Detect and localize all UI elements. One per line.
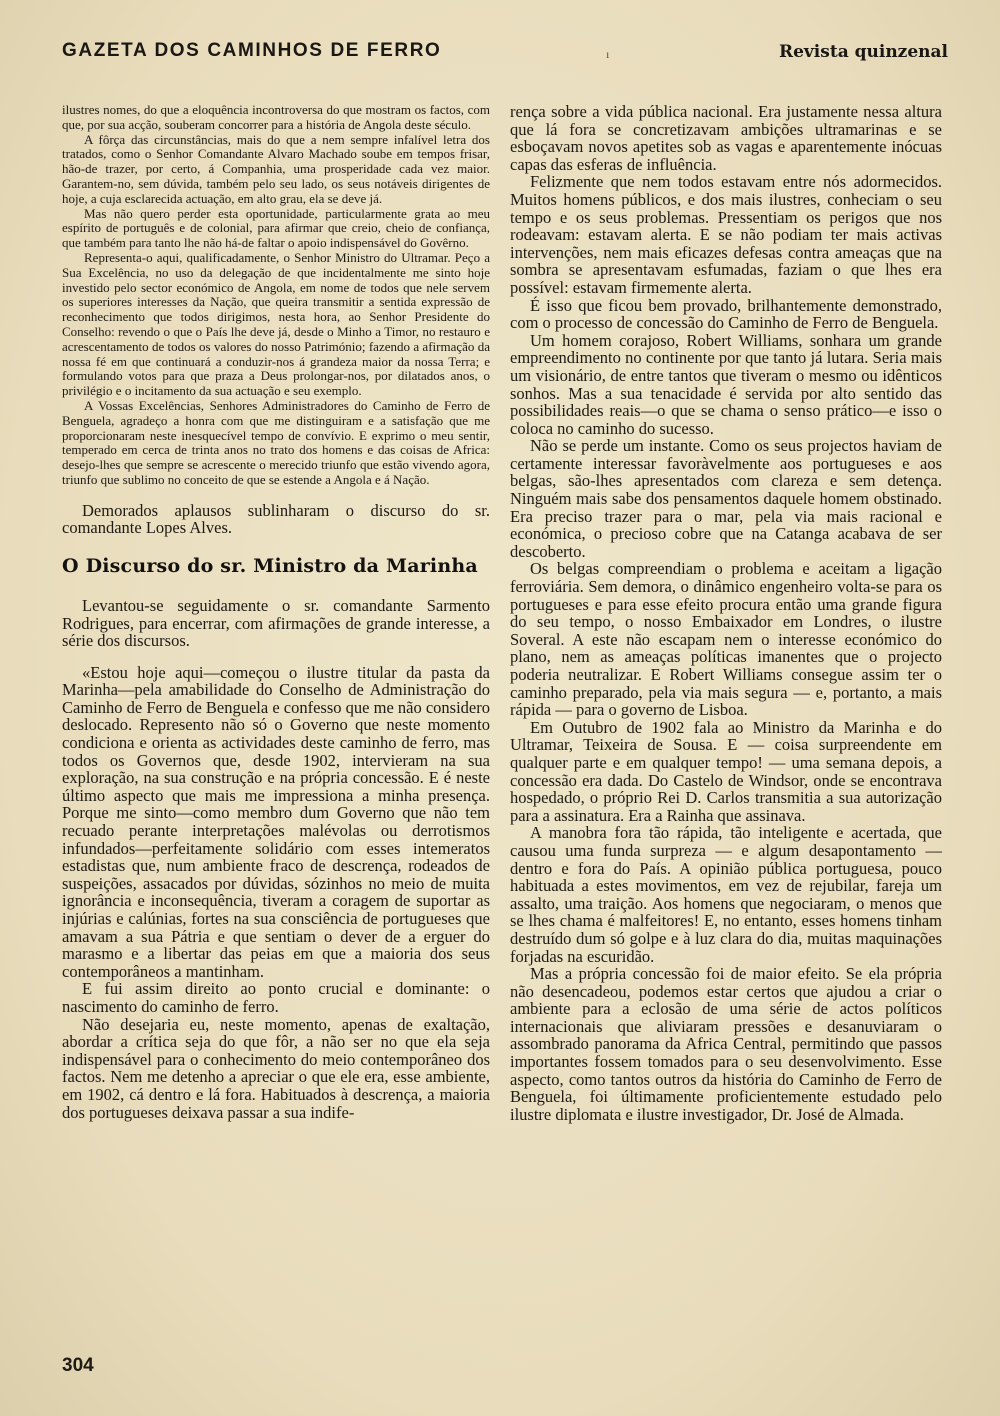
running-head-title: GAZETA DOS CAMINHOS DE FERRO bbox=[62, 40, 442, 61]
running-head-subtitle: Revista quinzenal bbox=[778, 42, 948, 62]
paragraph: ilustres nomes, do que a eloquência incontroversa do que mostram os factos, com que, por sua acção, souberam concorrer para a história de Angola deste século. bbox=[62, 102, 490, 132]
paragraph: Felizmente que nem todos estavam entre nós adormecidos. Muitos homens públicos, e dos mais ilustres, conheciam o seu tempo e os seus problemas. Pressentiam os perigos que nos rodeavam: estavam alerta. E se não podiam ter mais activas intervenções, nem mais eficazes defesas contra ameaças que na sombra se apresentavam esfumadas, faziam o que lhes era possível: estavam firmemente alerta. bbox=[510, 172, 942, 297]
gutter-mark: ı bbox=[606, 47, 610, 61]
paragraph: Demorados aplausos sublinharam o discurso do sr. comandante Lopes Alves. bbox=[62, 500, 490, 538]
paragraph: Em Outubro de 1902 fala ao Ministro da Marinha e do Ultramar, Teixeira de Sousa. E — coisa surpreendente em qualquer parte e em qualquer tempo! — uma semana depois, a concessão era dada. Do Castelo de Windsor, onde se encontrava hospedado, o próprio Rei D. Carlos transmitia a sua autorização para a assinatura. Era a Rainha que assinava. bbox=[510, 717, 942, 825]
paragraph: É isso que ficou bem provado, brilhantemente demonstrado, com o processo de concessão do Caminho de Ferro de Benguela. bbox=[510, 295, 942, 333]
paragraph: Não desejaria eu, neste momento, apenas de exaltação, abordar a crítica seja do que fôr, a não ser no que ela seja indispensável para o conhecimento do meio contemporâneo dos factos. Nem me detenho a apreciar o que ele era, esse ambiente, em 1902, cá dentro e lá fora. Habituados à descrença, a maioria dos portugueses deixava passar a sua indife- bbox=[62, 1014, 490, 1122]
paragraph: A Vossas Excelências, Senhores Administradores do Caminho de Ferro de Benguela, agradeço a honra com que me distinguiram e a satisfação que me proporcionaram neste inesquecível tempo de convívio. E exprimo o meu sentir, temperado em cerca de trinta anos no trato dos homens e das coisas de Africa: desejo-lhes que sempre se acrescente o merecido triunfo que estão vivendo agora, triunfo que sublimo no conceito de que se estende a Angola e á Nação. bbox=[62, 397, 490, 487]
page-number: 304 bbox=[62, 1355, 94, 1376]
paragraph: Levantou-se seguidamente o sr. comandante Sarmento Rodrigues, para encerrar, com afirmações de grande interesse, a série dos discursos. bbox=[62, 595, 490, 651]
paragraph: Um homem corajoso, Robert Williams, sonhara um grande empreendimento no continente por que tanto já lutara. Seria mais um visionário, de entre tantos que tiveram o mesmo ou idênticos sonhos. Mas a sua tenacidade é servida por alto sentido das possibilidades reais—o que se chama o senso prático—e isso o coloca no caminho do sucesso. bbox=[510, 330, 942, 438]
minister-speech-right bbox=[510, 103, 942, 1123]
paragraph: A fôrça das circunstâncias, mais do que a nem sempre infalível letra dos tratados, como o Senhor Comandante Alvaro Machado soube em tempos frisar, hão-de trazer, por certo, á Companhia, uma prosperidade cada vez maior. Garantem-no, sem dúvida, também pelo seu lado, os seus notáveis dirigentes de hoje, a cuja esclarecida actuação, em alto grau, ela se deve já. bbox=[62, 131, 490, 206]
section-heading: O Discurso do sr. Ministro da Marinha bbox=[62, 554, 478, 577]
paragraph: Mas não quero perder esta oportunidade, particularmente grata ao meu espírito de português e de colonial, para afirmar que creio, cheio de confiança, que também para tanto lhe não há-de faltar o apoio indispensável do Govêrno. bbox=[62, 205, 490, 251]
minister-speech-left bbox=[62, 597, 490, 1121]
paragraph: Representa-o aqui, qualificadamente, o Senhor Ministro do Ultramar. Peço a Sua Excelência, no uso da delegação de que incidentalmente me sinto hoje investido pelo sector económico de Angola, em nome de todos que nele servem os superiores interesses da Nação, que queira transmitir a sentida expressão de reconhecimento que todos dirigimos, nesta hora, ao Senhor Presidente do Conselho: revendo o que o País lhe deve já, desde o Minho a Timor, no restauro e acrescentamento de todos os valores do nosso Património; fazendo a afirmação da nossa fé em que continuará a conduzir-nos á grandeza maior da nossa Terra; e formulando votos para que praza a Deus prolongar-nos, por dilatados anos, o privilégio e o incitamento da sua actuação e seu exemplo. bbox=[62, 249, 490, 399]
left-column bbox=[62, 103, 490, 1121]
speech-continuation bbox=[62, 103, 490, 488]
right-column bbox=[510, 103, 942, 1123]
applause-note bbox=[62, 502, 490, 537]
paragraph: A manobra fora tão rápida, tão inteligente e acertada, que causou uma funda surpreza — e algum desapontamento — dentro e fora do País. A opinião pública portuguesa, pouco habituada a estes movimentos, em vez de rejubilar, fareja um assalto, uma traição. Aos homens que negociaram, o menos que se lhes chama é malfeitores! E, no entanto, esses homens tinham destruído dum só golpe e à luz clara do dia, muitas maquinações forjadas na escuridão. bbox=[510, 823, 942, 966]
paragraph: Os belgas compreendiam o problema e aceitam a ligação ferroviária. Sem demora, o dinâmico engenheiro volta-se para os portugueses e para esse efeito procura então uma grande figura do seu tempo, o nosso Embaixador em Londres, o ilustre Soveral. A este não escapam nem o interesse económico do plano, nem as ameaças políticas imanentes que o projecto poderia neutralizar. E Robert Williams consegue assim ter o caminho preparado, pela via mais segura — e, portanto, a mais rápida — para o governo de Lisboa. bbox=[510, 559, 942, 720]
paragraph: rença sobre a vida pública nacional. Era justamente nessa altura que lá fora se concretizavam ambições ultramarinas e se esboçavam novos apetites sob as vagas e aparentemente inócuas capas das esferas de influência. bbox=[510, 102, 942, 174]
paragraph: «Estou hoje aqui—começou o ilustre titular da pasta da Marinha—pela amabilidade do Conselho de Administração do Caminho de Ferro de Benguela e confesso que me não considero deslocado. Represento não só o Governo que neste momento condiciona e orienta as actividades deste caminho de ferro, mas todos os Governos que, desde 1902, intervieram na sua exploração, na sua construção e na própria concessão. E é neste último aspecto que mais me impressiona a minha presença. Porque me sinto—como membro dum Governo que não tem recuado perante interpretações malévolas ou derrotismos infundados—perfeitamente solidário com esses intemeratos estadistas que, num ambiente fraco de descrença, rodeados de suspeições, assacados por dúvidas, sózinhos no meio de muita ignorância e inconsequência, tiveram a coragem de suportar as injúrias e calúnias, fortes na sua consciência de portugueses que amavam a sua Pátria e que sentiam o dever de a erguer do marasmo e a libertar das peias em que a maioria dos seus contemporâneos a mantinham. bbox=[62, 662, 490, 981]
paragraph: Não se perde um instante. Como os seus projectos haviam de certamente interessar favoràvelmente aos portugueses e aos belgas, são-lhes apresentados com clareza e sem detença. Ninguém mais sabe dos pensamentos daquele homem obstinado. Era preciso trazer para o mar, pela via mais racional e económica, o precioso cobre que na Catanga acabava de ser descoberto. bbox=[510, 436, 942, 561]
paragraph: E fui assim direito ao ponto crucial e dominante: o nascimento do caminho de ferro. bbox=[62, 979, 490, 1016]
paragraph: Mas a própria concessão foi de maior efeito. Se ela própria não desencadeou, podemos estar certos que ajudou a criar o ambiente para a eclosão de uma série de actos políticos internacionais que aliviaram pressões e desanuviaram o assombrado panorama da Africa Central, permitindo que passos importantes fossem tomados para o seu desenvolvimento. Esse aspecto, como tantos outros da história do Caminho de Ferro de Benguela, foi últimamente proficientemente estudado pelo ilustre diplomata e ilustre investigador, Dr. José de Almada. bbox=[510, 964, 942, 1124]
